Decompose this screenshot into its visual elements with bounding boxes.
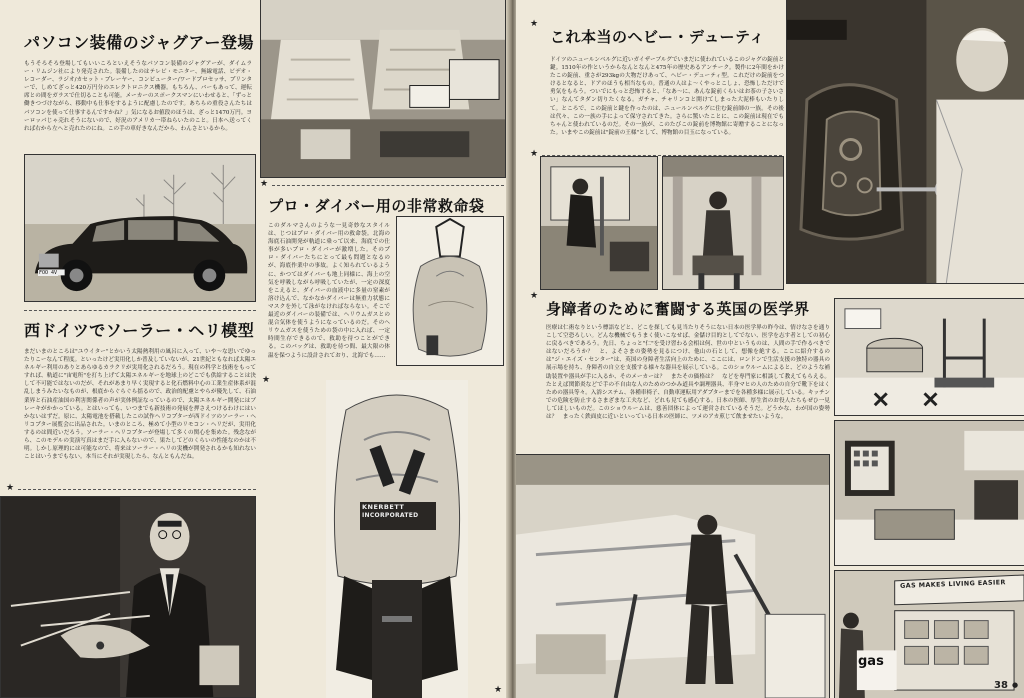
divider	[18, 489, 256, 490]
kitchen-photo	[834, 298, 1024, 416]
divider	[24, 310, 256, 311]
solar-heli-headline: 西ドイツでソーラー・ヘリ模型	[24, 321, 255, 340]
lock-photo	[786, 0, 1024, 284]
star-ornament: ★	[530, 19, 539, 29]
star-ornament: ★	[530, 149, 539, 159]
star-ornament: ★	[260, 179, 269, 189]
lab-photo-2	[662, 156, 784, 290]
disabled-body: 医療は仁術なりという標語などと、どこを探しても見当たりそうにない日本の医学界の昨今は、情けなさを通りこして空恐ろしい。どんな機械でもうまく使いこなせば、金儲け目的としてでない、医学を志す者としての初心に戻るべきであろう。先日、ちょっと"仁"を受け習わる会相は何、世の中というものは、人間の手で作るべきではないだろうか？ と、よそさまの姿勢を見るにつけ、他山の石として、想像を絶する。ここに紹介するのは"ジ・エイズ・センター"は、英国の身障者生活向上のために、ここには、ロンドンで生活支援の独特の器具の展示場を持ち、身障者の自立を支援する様々な器具を展示している。このショウルームによると、どのような補助装置や器具が手に入るか、そのメーカーは？ またその価格は？ などを専門家に相談して教えてもらえる。たとえば関節炎などで手の不自由な人のためのつかみ道具や調理器具、半身マヒの人のための自分で靴下をはくための器具等々。入浴システム、各種車椅子、自動車運転用アダプターまでを各種多様に展示している。キッチンでの危険を防止するさまざまな工夫など、どれも見ても感心する。日本の医師、厚生省のお役人たちもぜひ一見してほしいものだ。このショウルームは、慈善団体によって運営されているそうだ。どうかな、わが国の姿勢は？ まったく鉄面皮に近いといっている日本の医師に、ツメのアカ煎じて飲ませたいような。	[546, 325, 830, 421]
left-page	[0, 0, 508, 698]
jaguar-body: もうそろそろ登場してもいいころといえそうなパソコン装備のジャグアーが、ダイムラー・リムジン社により発売された。装備したのはテレビ・モニター、無線電話、ビデオ・レコーダー、ラジオ/カセット・プレーヤー、コンピューター/ワードプロセッサ、プリンターで、しめてざっと420万円分のエレクトロニクス機器。もちろん、バーもあって、運転席との間をガラスで仕切ることも可能。メーカーのスポークスマンにいわせると、「ずっと働きつづけながら、移動中も仕事をするように配慮したのです。あちらの重役さんたちはパソコンを使って仕事するんですかね？」気になるお値段のほうは、ざっと1470万円。ヨーロッパじゃ売れそうにないので、好況のアメリカ一帯ねらいたのこと。日本へ送ってくれば右から左へと売れたのにね。この手の車好きなんだから、わんさといるから。	[24, 61, 252, 132]
right-page	[516, 0, 1024, 698]
computer-photo	[834, 420, 1024, 566]
diver-body: このダルマさんのような一見奇妙なスタイルは、じつはプロ・ダイバー用の救命袋。北海の海底石油開発が軌道に乗って以来、海底での仕事が多いプロ・ダイバーが激増した。そのプロ・ダイバーたちにとって最も問題となるのが、海底作業中の事故。よく知られているように、かつてはダイバーも地上同様に、海上の空気を呼吸しながら呼吸していたが、一定の深度をこえると、ダイバーの血液中に多量の窒素が溶け込んで、なかなかダイバーは無重力状態にマスクを外して泳がなければならない。そこで最近のダイバーの装備では、ヘリウムガスとの混合気体を使うようになっているのだ。そのヘリウムガスを使うための袋の中に入れば、一定時間生存できるので、救助を待つことができる。このバッグは、救助を待つ間、最大限の体温を保つように設計されており、北海でも……	[268, 223, 390, 359]
divider	[272, 185, 504, 186]
license-plate: FOO 4V	[39, 270, 58, 276]
diver-bag-photo	[396, 216, 504, 366]
solar-heli-body: まだいまのところは"ユウイター"とかいう太陽熱利用の風呂に入って、いや〜な思いでゆったりこーなんて程度。といったけど実用化しか普及していないが、21世紀ともなれば太陽エネルギー利用のありとあらゆるカラクリが実用化されるだろう。現在の科学と技術をもってすれば、軌道に"宙電所"を打ち上げて太陽エネルギーを地球上のどこでも供給することは決して不可能ではないのだが、それがあまり早く実現すると化石燃料中心の工業生産体系が混乱しまうみたいなものが、根底からぐらぐら揺るので、政治的配慮とやらが優先して、石油業界と石油産油国の利害関係者の声が実体例証なっているので、太陽エネルギー開発にはブレーキがかかっている。とはいっても、いつまでも新技術の発展を押さえつけるわけにはいかないはずだ。原に、太陽電池を搭載したこの試作ヘリコプターが西ドイツのソーラー・ヘリコプター展覧会に出品された。いまのところ、極めて小型のリモコン・ヘリだが、実用化するのは間近いだろう。ソーラー・ヘリコプターが登場して多くの関心を集めた。残念ながら、このモデルの実演写真はまだ手に入らないので、果たしてどのくらいの性能なのかは不明。しかし原理的には可能なので、将来はソーラー・ヘリの実機が開発されるかも知れないことはいうまでもない。本当にそれが実現したら、なんともんだね。	[24, 349, 256, 461]
star-ornament: ●	[1012, 681, 1019, 689]
duty-headline: これ本当のヘビー・デューティ	[550, 28, 765, 46]
diver-bag-label-1: KNERBETT	[362, 503, 405, 511]
disabled-headline: 身障者のために奮闘する英国の医学界	[546, 300, 810, 318]
star-ornament: ★	[494, 685, 503, 695]
diver-headline: プロ・ダイバー用の非常救命袋	[268, 197, 485, 215]
ward-photo	[516, 454, 830, 698]
jaguar-car-photo	[24, 154, 256, 302]
jaguar-interior-photo	[260, 0, 506, 178]
jaguar-headline: パソコン装備のジャグアー登場	[24, 33, 254, 52]
living-easier-photo	[834, 570, 1024, 698]
heli-model-photo	[0, 496, 256, 698]
diver-bag-label-2: INCORPORATED	[362, 512, 419, 519]
star-ornament: ★	[6, 483, 15, 493]
gas-logo: gas	[858, 654, 884, 669]
living-easier-sign: GAS MAKES LIVING EASIER	[899, 578, 1006, 590]
diver-man-photo	[326, 380, 468, 698]
star-ornament: ★	[262, 375, 271, 385]
star-ornament: ★	[530, 291, 539, 301]
duty-body: ドイツのニュールンベルグに近いガイザーブルグでいまだに使われているこのジャグの錠前と鍵。1510年の作というからなんとなんと475年の歴史あるアンチーク。製作に2年間をかけたこの錠前、重さが293kgの大物だけあって、ヘビー・デューティ型。これだけの錠前をつけるとなると、ドアのほうも相当なもの。普通の人はよ〜くやっとこしょ、恐怖しただけで勇気をもらう。ついでにもっと恐怖すると、「なあ〜に、あんな錠前くらいはお茶の子さいさい」なんてタダン切りたくなる。ガチャ、チャリンコと開けてしまった大泥棒もいたりして。ところで、この錠前と鍵を作ったのは、ニュールンベルグに住む錠前師の一族。その後は代々、この一族の手によって保守されてきた。さらに驚いたことに、この錠前は現在でもちゃんと使われているのだ。その一族が、このたびこの錠前を博物館に寄贈することになった。いまやこの錠前は"錠前の王様"として、博物館の目玉になっている。	[550, 57, 784, 136]
lab-photo-1	[540, 156, 658, 290]
page-number: 38	[994, 680, 1008, 691]
